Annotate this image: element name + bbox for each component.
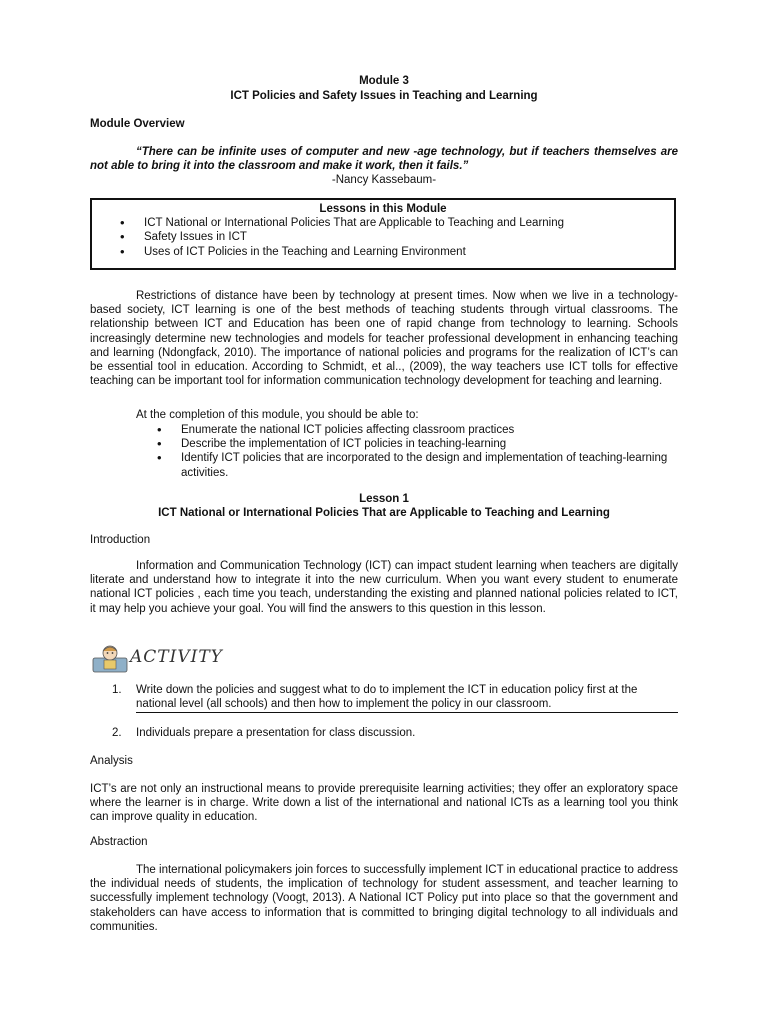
item-number: 2. [112, 727, 122, 739]
lessons-list [118, 216, 648, 259]
objectives-lead: At the completion of this module, you should be able to: [136, 409, 419, 421]
item-number: 1. [112, 684, 122, 696]
list-item: • Uses of ICT Policies in the Teaching and Learning Environment [118, 245, 648, 259]
introduction-heading: Introduction [90, 534, 151, 546]
quote-author: -Nancy Kassebaum- [331, 174, 437, 186]
list-item: • Describe the implementation of ICT policies in teaching-learning [155, 437, 678, 451]
overview-heading: Module Overview [90, 118, 185, 130]
item-text: Individuals prepare a presentation for class discussion. [136, 727, 416, 739]
abstraction-text: The international policymakers join forces to successfully implement ICT in educational practice to address the individual needs of students, the implication of technology for student assessment, and teacher learning to successfully implement technology (Voogt, 2013). A National ICT Policy put into place so that the government and stakeholders can have access to information that is committed to bringing digital technology to all individuals and communities. [90, 864, 678, 933]
overview-quote: “There can be infinite uses of computer and new -age technology, but if teachers themselves are not able to bring it into the classroom and make it work, then it fails.” [90, 146, 678, 173]
analysis-text: ICT’s are not only an instructional means to provide prerequisite learning activities; they offer an exploratory space where the learner is in charge. Write down a list of the international and national ICTs as a learning tool you think can improve quality in education. [90, 783, 678, 824]
objectives-list [155, 423, 678, 480]
activity-item-2 [112, 726, 678, 740]
lesson-title: ICT National or International Policies That are Applicable to Teaching and Learning [158, 507, 610, 519]
answer-line [136, 712, 678, 713]
module-title: ICT Policies and Safety Issues in Teaching and Learning [230, 90, 538, 102]
item-text: Write down the policies and suggest what to do to implement the ICT in education policy first at the national level (all schools) and then how to implement the policy in our classroom. [136, 684, 638, 711]
introduction-text: Information and Communication Technology (ICT) can impact student learning when teachers are digitally literate and understand how to integrate it into the new curriculum. When you want every student to enumerate national ICT policies , each time you teach, understanding the existing and planned national policies related to ICT, it may help you achieve your goal. You will find the answers to this question in this lesson. [90, 560, 678, 615]
list-item: • Enumerate the national ICT policies affecting classroom practices [155, 423, 678, 437]
lessons-box-title: Lessons in this Module [319, 203, 447, 215]
activity-icon [90, 643, 130, 673]
list-item: • Identify ICT policies that are incorporated to the design and implementation of teaching-learning activities. [155, 451, 678, 479]
activity-label: ACTIVITY [130, 647, 223, 667]
intro-paragraph: Restrictions of distance have been by technology at present times. Now when we live in a technology-based society, ICT learning is one of the best methods of teaching students through virtual classrooms. The relationship between ICT and Education has been one of rapid change from technology to learning. Schools increasingly determine new technologies and models for teacher professional development in enhancing teaching and learning (Ndongfack, 2010). The importance of national policies and programs for the realization of ICT’s can be essential tool in education. According to Schmidt, et al.., (2009), the way teachers use ICT tolls for effective teaching can be important tool for information communication technology development for teaching and learning. [90, 290, 678, 388]
lesson-label: Lesson 1 [359, 493, 409, 505]
abstraction-heading: Abstraction [90, 836, 148, 848]
list-item: • ICT National or International Policies That are Applicable to Teaching and Learning [118, 216, 648, 230]
analysis-heading: Analysis [90, 755, 133, 767]
module-number: Module 3 [359, 75, 409, 87]
lessons-box [90, 198, 676, 270]
activity-item-1 [112, 683, 678, 711]
list-item: • Safety Issues in ICT [118, 230, 648, 244]
